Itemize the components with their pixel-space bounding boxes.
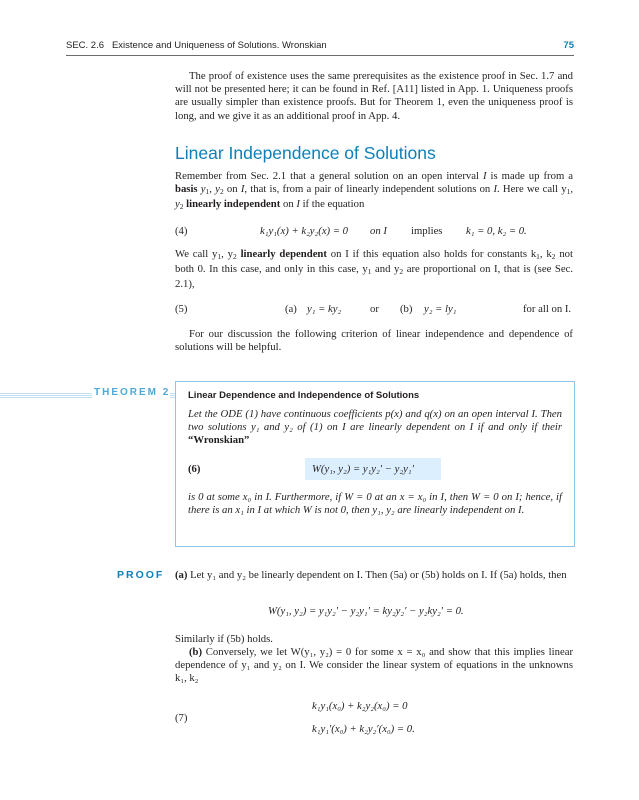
term-wronskian: “Wronskian” <box>188 434 250 447</box>
equation-4-number: (4) <box>175 225 188 237</box>
text: We call y <box>175 248 218 260</box>
text: , y <box>221 248 233 260</box>
equation-4-rhs: k₁ = 0, k₂ = 0. <box>466 225 527 237</box>
equation-7-number: (7) <box>175 712 188 724</box>
equation-6-number: (6) <box>188 463 201 475</box>
page-number: 75 <box>563 40 574 51</box>
intro-paragraph: The proof of existence uses the same prerequisites as the existence proof in Sec. 1.7 and will not be presented here; it can be found in Ref. [A11] listed in App. 1. Uniqueness proofs are usually simpler than existence proofs. But for Theorem 1, even the uniqueness proof is long, and we give it as an additional proof in App. 4. <box>175 70 573 122</box>
equation-7-line-2: k₁y₁′(x₀) + k₂y₂′(x₀) = 0. <box>312 723 415 735</box>
text: is made up from a <box>486 170 574 182</box>
proof-label: PROOF <box>117 569 165 581</box>
section-heading: Linear Independence of Solutions <box>175 143 436 163</box>
equation-7-line-1: k₁y₁(x₀) + k₂y₂(x₀) = 0 <box>312 700 408 712</box>
text: and y <box>371 263 400 276</box>
running-head <box>66 40 327 51</box>
text: on I if this equation also holds for constants k <box>326 248 537 260</box>
proof-paragraph-1 <box>175 569 573 582</box>
proof-equation: W(y₁, y₂) = y₁y₂′ − y₂y₁′ = ky₂y₂′ − y₂ky₂′ = 0. <box>268 605 464 617</box>
text: , that is, from a pair of linearly independent solutions on <box>244 183 494 196</box>
proof-paragraph-3 <box>175 646 573 686</box>
var-I: I <box>482 170 487 182</box>
equation-5a-label: (a) <box>285 303 297 315</box>
theorem-label: THEOREM 2 <box>94 387 171 398</box>
text: , k <box>539 248 552 260</box>
equation-4-implies: implies <box>411 225 443 237</box>
part-a-label: (a) <box>175 569 188 581</box>
theorem-paragraph-2: is 0 at some x₀ in I. Furthermore, if W = 0 at an x = x₀ in I, then W = 0 on I; hence, if there is an x₁ in I at which W is not 0, then y₁, y₂ are linearly independent on I. <box>188 491 562 517</box>
text: Remember from Sec. 2.1 that a general solution on an open interval <box>175 170 483 182</box>
text: Let y₁ and y₂ be linearly dependent on I. Then (5a) or (5b) holds on I. If (5a) holds, then <box>187 569 567 581</box>
theorem-title: Linear Dependence and Independence of Solutions <box>188 390 420 401</box>
equation-5a: y₁ = ky₂ <box>307 303 342 315</box>
term-basis: basis <box>175 183 198 196</box>
text: on <box>280 198 297 211</box>
proof-paragraph-2: Similarly if (5b) holds. <box>175 633 273 645</box>
var-y: , y <box>175 183 574 211</box>
text: are proportional on I, that is (see Sec. 2.1), <box>175 263 573 291</box>
term-linearly-independent: linearly independent <box>186 198 281 211</box>
text: Let the ODE (1) have continuous coefficients p(x) and q(x) on an open interval I. Then two solutions y₁ and y₂ of (1) on I are linearly dependent on I if and only if their <box>188 408 562 434</box>
header-rule <box>66 55 574 56</box>
var-y: , y <box>209 183 220 196</box>
equation-6: W(y₁, y₂) = y₁y₂′ − y₂y₁′ <box>312 463 414 475</box>
theorem-paragraph-1 <box>188 408 562 448</box>
var-y: y <box>197 183 206 196</box>
term-linearly-dependent: linearly dependent <box>240 248 327 260</box>
page-header <box>66 40 574 54</box>
text: if the equation <box>299 198 365 211</box>
section-number: SEC. 2.6 <box>66 40 105 51</box>
criterion-paragraph: For our discussion the following criterion of linear independence and dependence of solutions will be helpful. <box>175 328 573 354</box>
equation-4-on: on I <box>370 225 387 237</box>
part-b-label: (b) <box>189 646 203 658</box>
text: on <box>223 183 241 196</box>
equation-4-lhs: k₁y₁(x) + k₂y₂(x) = 0 <box>260 225 349 237</box>
section-title: Existence and Uniqueness of Solutions. Wronskian <box>111 40 327 51</box>
equation-5b: y₂ = ly₁ <box>424 303 457 315</box>
text: . Here we call y <box>497 183 567 196</box>
dependent-paragraph: We call $y_1$, $y_2$ linearly dependent on I if this equation also holds for constants $k_1$, $k_2$ not both 0. In this case, and only in this case, $y_1$ and $y_2$ are proportional on I, that is (see Sec. 2.1), <box>175 248 573 291</box>
equation-5b-label: (b) <box>400 303 413 315</box>
basis-paragraph: Remember from Sec. 2.1 that a general solution on an open interval I is made up from a basis $y_1$, $y_2$ on I, that is, from a pair of linearly independent solutions on I. Here we call $y_1$, $y_2$ linearly independent on I if the equation <box>175 170 574 212</box>
text: Conversely, we let W(y₁, y₂) = 0 for some x = x₀ and show that this implies linear dependence of y₁ and y₂ on I. We consider the linear system of equations in the unknowns k₁, k₂ <box>175 646 573 685</box>
equation-5-number: (5) <box>175 303 188 315</box>
equation-5-tail: for all on I. <box>523 303 572 315</box>
equation-5-or: or <box>370 303 379 315</box>
text: not both 0. In this case, and only in this case, y <box>175 248 573 276</box>
